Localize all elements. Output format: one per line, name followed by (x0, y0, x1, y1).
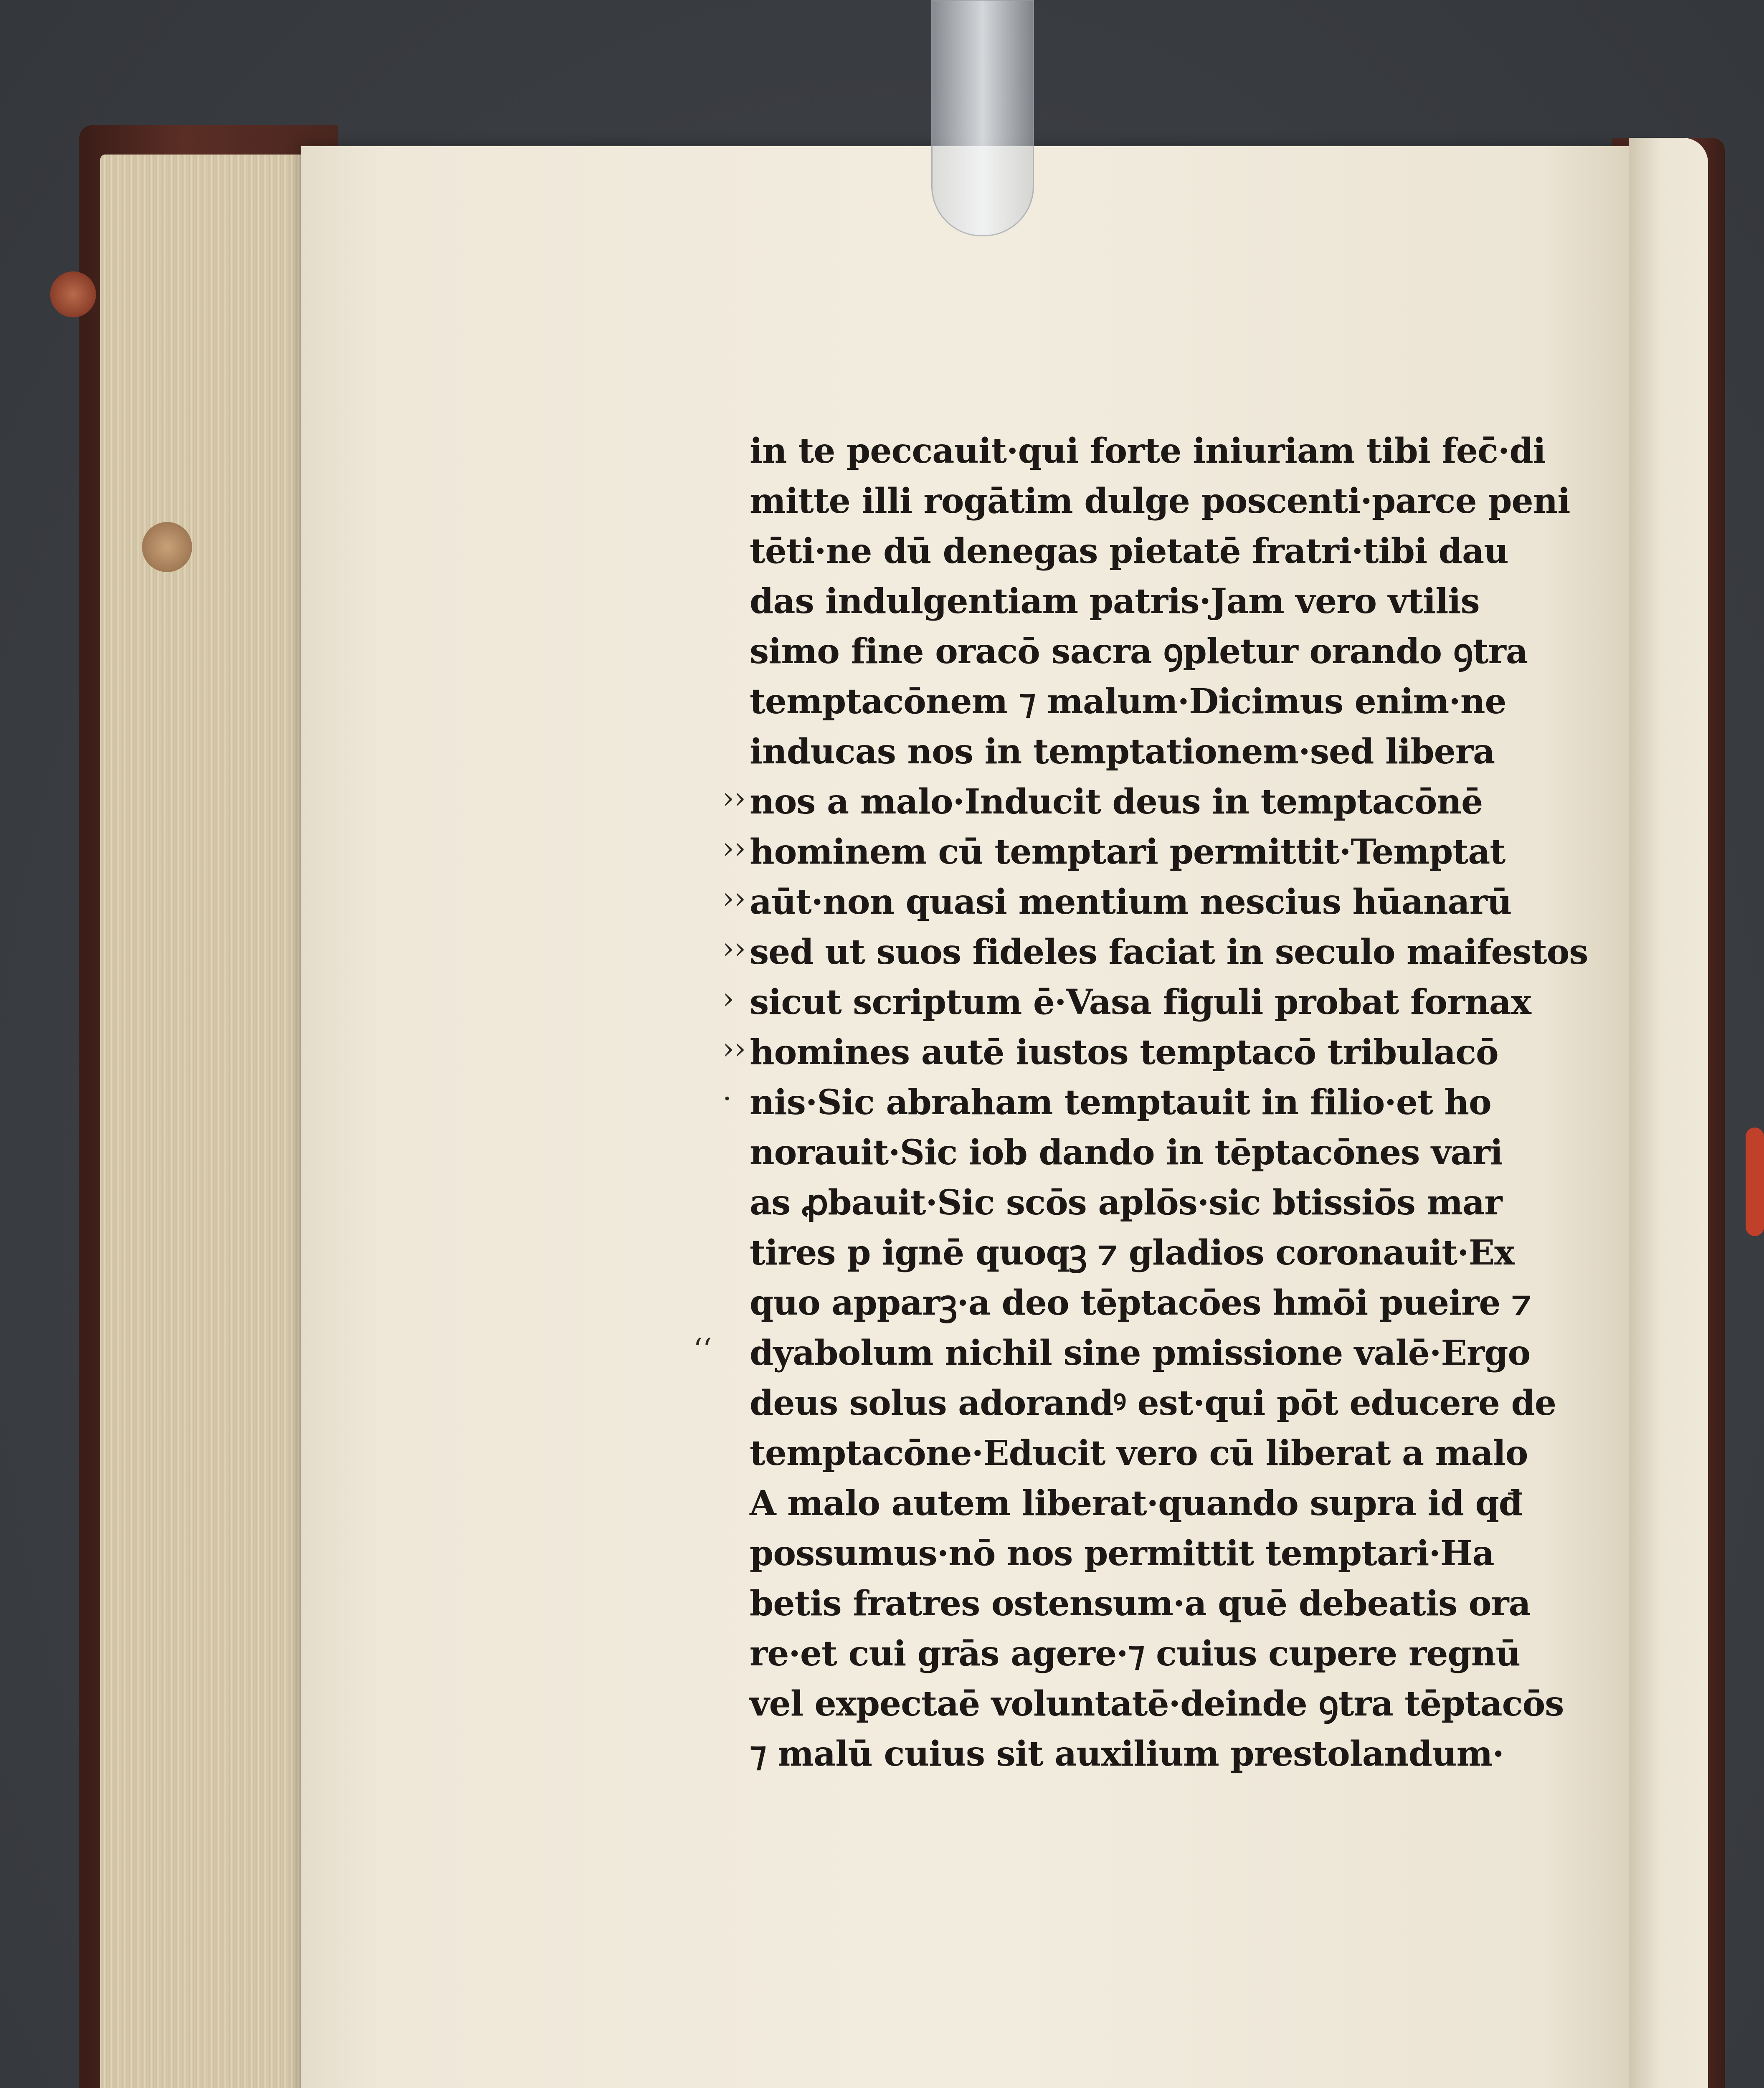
margin-marker: ›› (722, 931, 746, 965)
text-line: temptacōnem ⁊ malum·Dicimus enim·ne (750, 682, 1506, 722)
text-line: tēti·ne dū denegas pietatē fratri·tibi dau (750, 531, 1508, 571)
text-line: temptacōne·Educit vero cū liberat a malo (750, 1433, 1528, 1473)
book-clamp-top (931, 0, 1034, 236)
text-line: deus solus adorandꝰ est·qui pōt educere de (750, 1383, 1556, 1423)
wax-seal-mark (50, 271, 96, 317)
margin-marker: · (722, 1082, 732, 1116)
page-edges-stack (100, 155, 309, 2088)
red-bookmark (1746, 1128, 1764, 1236)
text-line: simo fine oracō sacra ꝯpletur orando ꝯtra (750, 631, 1528, 672)
text-line: ⁊ malū cuius sit auxilium prestolandum· (750, 1734, 1504, 1774)
text-line: vel expectaē voluntatē·deinde ꝯtra tēptacōs (750, 1684, 1564, 1724)
page-stain (142, 522, 192, 572)
text-line: aūt·non quasi mentium nescius hūanarū (750, 882, 1512, 922)
text-line: norauit·Sic iob dando in tēptacōnes vari (750, 1133, 1503, 1173)
text-line: inducas nos in temptationem·sed libera (750, 732, 1495, 772)
text-line: sed ut suos fideles faciat in seculo maifestos (750, 932, 1588, 972)
margin-marker: ›› (722, 881, 746, 915)
margin-marker: ›› (722, 1031, 746, 1066)
text-line: mitte illi rogātim dulge poscenti·parce peni (750, 481, 1570, 521)
text-line: dyabolum nichil sine pmissione valē·Ergo (750, 1333, 1531, 1373)
text-line: tires p ignē quoqꝫ ⁊ gladios coronauit·Ex (750, 1233, 1515, 1273)
text-line: das indulgentiam patris·Jam vero vtilis (750, 581, 1480, 621)
text-line: nos a malo·Inducit deus in temptacōnē (750, 782, 1483, 822)
text-line: possumus·nō nos permittit temptari·Ha (750, 1533, 1494, 1574)
text-line: sicut scriptum ē·Vasa figuli probat fornax (750, 982, 1531, 1022)
margin-marker: ›› (722, 831, 746, 865)
margin-marker: › (722, 981, 734, 1016)
margin-marker: ‘‘ (693, 1332, 712, 1366)
text-line: re·et cui grās agere·⁊ cuius cupere regnū (750, 1634, 1520, 1674)
text-line: homines autē iustos temptacō tribulacō (750, 1032, 1498, 1072)
text-column (750, 426, 1588, 1779)
recto-page-edge (1629, 138, 1708, 2088)
text-line: in te peccauit·qui forte iniuriam tibi fec̄·di (750, 431, 1546, 471)
text-line: betis fratres ostensum·a quē debeatis ora (750, 1584, 1531, 1624)
text-line: as ꝓbauit·Sic scōs aplōs·sic btissiōs mar (750, 1183, 1502, 1223)
text-line: hominem cū temptari permittit·Temptat (750, 832, 1505, 872)
text-line: nis·Sic abraham temptauit in filio·et ho (750, 1082, 1491, 1123)
margin-marker: ›› (722, 781, 746, 815)
text-line: quo apparꝫ·a deo tēptacōes hmōi pueire ⁊ (750, 1283, 1531, 1323)
text-line: A malo autem liberat·quando supra id qđ (750, 1483, 1523, 1523)
